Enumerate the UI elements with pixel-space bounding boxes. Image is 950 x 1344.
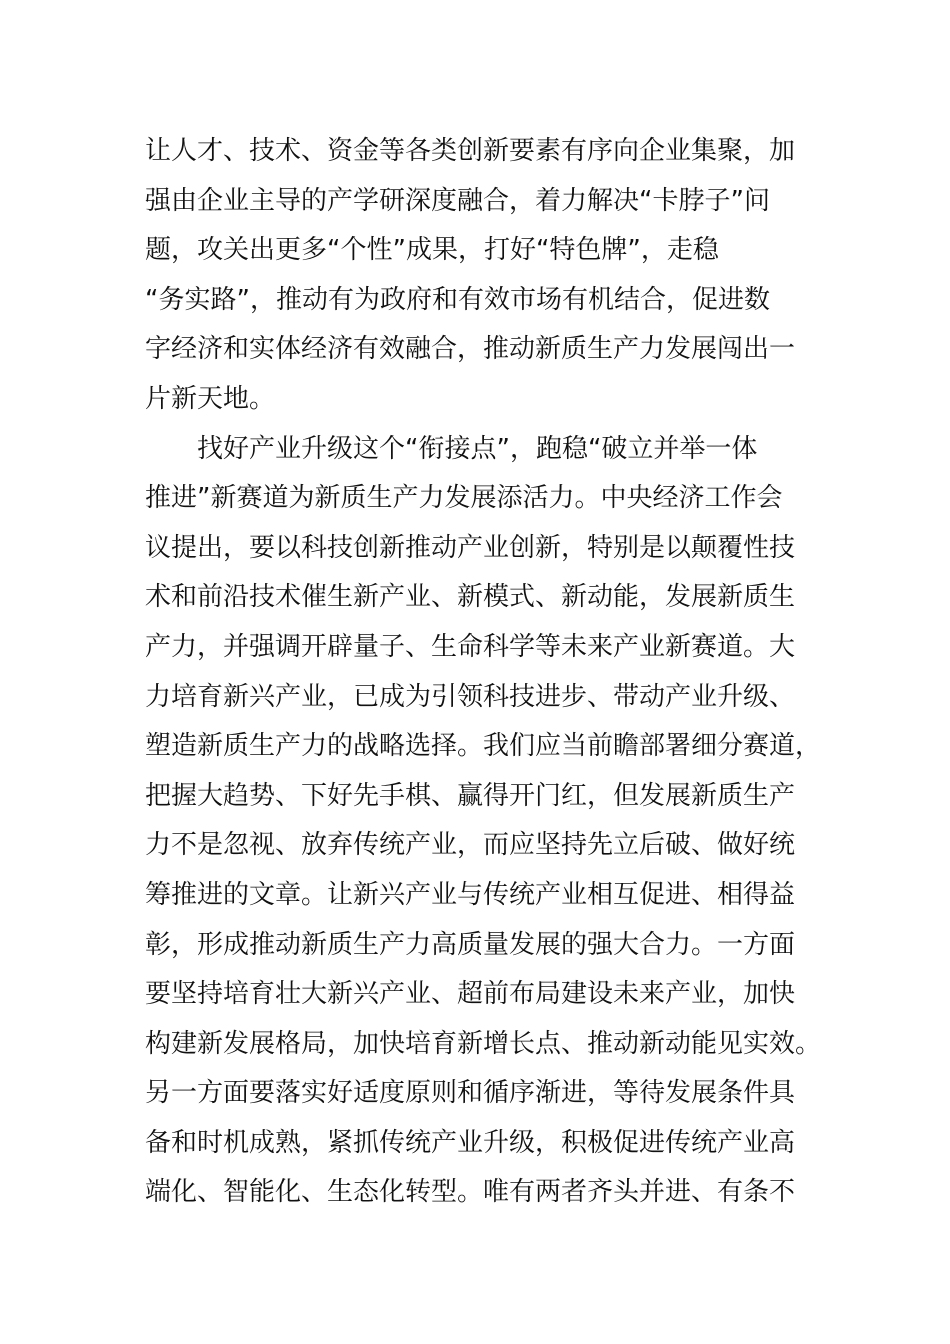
text-line-12: 力培育新兴产业，已成为引领科技进步、带动产业升级、 — [145, 681, 796, 712]
text-line-17: 彰，形成推动新质生产力高质量发展的强大合力。一方面 — [145, 929, 796, 960]
text-line-4: “务实路”，推动有为政府和有效市场有机结合，促进数 — [145, 284, 770, 315]
text-line-6: 片新天地。 — [145, 383, 276, 414]
text-line-22: 端化、智能化、生态化转型。唯有两者齐头并进、有条不 — [145, 1177, 796, 1208]
text-line-2: 强由企业主导的产学研深度融合，着力解决“卡脖子”问 — [145, 185, 770, 216]
text-line-13: 塑造新质生产力的战略选择。我们应当前瞻部署细分赛道， — [145, 731, 822, 762]
text-line-21: 备和时机成熟，紧抓传统产业升级，积极促进传统产业高 — [145, 1127, 796, 1158]
text-line-20: 另一方面要落实好适度原则和循序渐进，等待发展条件具 — [145, 1078, 796, 1109]
text-line-19: 构建新发展格局，加快培育新增长点、推动新动能见实效。 — [145, 1028, 822, 1059]
text-line-11: 产力，并强调开辟量子、生命科学等未来产业新赛道。大 — [145, 631, 796, 662]
text-line-3: 题，攻关出更多“个性”成果，打好“特色牌”，走稳 — [145, 235, 719, 266]
text-line-8: 推进”新赛道为新质生产力发展添活力。中央经济工作会 — [145, 483, 783, 514]
body-text — [145, 127, 825, 1218]
text-line-16: 筹推进的文章。让新兴产业与传统产业相互促进、相得益 — [145, 879, 796, 910]
text-line-5: 字经济和实体经济有效融合，推动新质生产力发展闯出一 — [145, 334, 796, 365]
text-line-1: 让人才、技术、资金等各类创新要素有序向企业集聚，加 — [145, 136, 796, 166]
text-line-14: 把握大趋势、下好先手棋、赢得开门红，但发展新质生产 — [145, 780, 796, 811]
text-line-7: 找好产业升级这个“衔接点”，跑稳“破立并举一体 — [145, 433, 758, 464]
text-line-18: 要坚持培育壮大新兴产业、超前布局建设未来产业，加快 — [145, 979, 796, 1010]
text-line-15: 力不是忽视、放弃传统产业，而应坚持先立后破、做好统 — [145, 830, 796, 861]
text-line-9: 议提出，要以科技创新推动产业创新，特别是以颠覆性技 — [145, 532, 796, 563]
text-line-10: 术和前沿技术催生新产业、新模式、新动能，发展新质生 — [145, 582, 796, 613]
